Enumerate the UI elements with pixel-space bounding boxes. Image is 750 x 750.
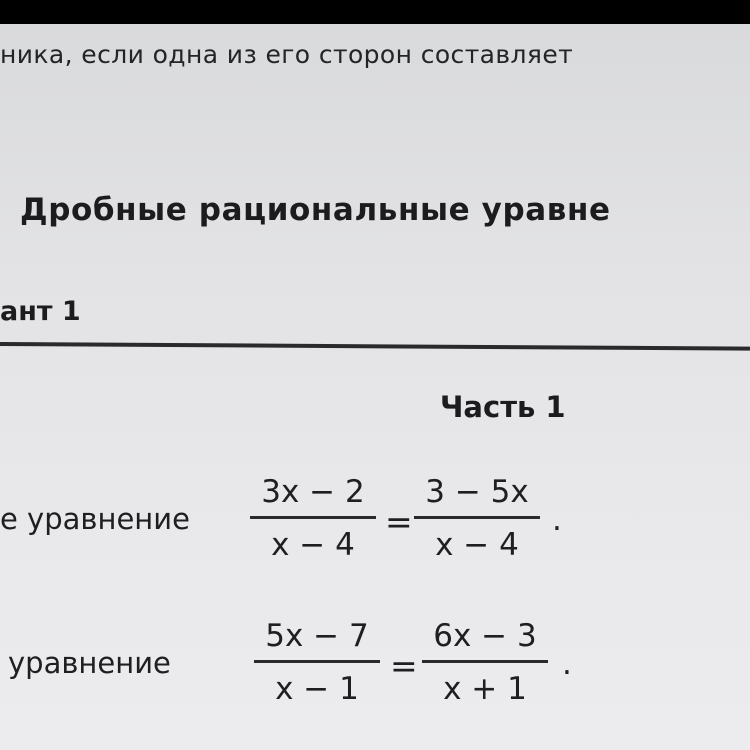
task-2-period: . — [562, 646, 572, 682]
task-1-equals-sign: = — [385, 502, 413, 541]
task-1-right-numerator: 3 − 5x — [425, 474, 529, 510]
task-2-left-denominator: x − 1 — [275, 671, 359, 707]
task-1-period: . — [552, 502, 562, 538]
task-1-left-denominator: x − 4 — [271, 527, 355, 563]
task-1-right-fraction-bar — [414, 516, 540, 519]
task-2-right-fraction-bar — [422, 660, 548, 663]
section-title: Дробные рациональные уравне — [20, 192, 611, 228]
previous-task-text: ника, если одна из его сторон составляет — [0, 40, 574, 69]
part-title: Часть 1 — [440, 390, 566, 424]
task-2-left-fraction-bar — [254, 660, 380, 663]
task-2-equals-sign: = — [390, 646, 418, 685]
textbook-page — [0, 24, 750, 750]
task-1-right-denominator: x − 4 — [435, 527, 519, 563]
variant-label: ант 1 — [0, 296, 81, 327]
task-2-right-numerator: 6x − 3 — [433, 618, 537, 654]
task-2-right-fraction — [420, 616, 550, 709]
task-1-left-numerator: 3x − 2 — [261, 474, 365, 510]
task-2-left-numerator: 5x − 7 — [265, 618, 369, 654]
task-1-left-fraction — [248, 472, 378, 565]
task-1-label: е уравнение — [0, 502, 190, 536]
task-2-right-denominator: x + 1 — [443, 671, 527, 707]
divider-line — [0, 342, 750, 351]
task-1-left-fraction-bar — [250, 516, 376, 519]
task-2-left-fraction — [252, 616, 382, 709]
task-1-right-fraction — [412, 472, 542, 565]
task-2-label: уравнение — [8, 646, 171, 680]
